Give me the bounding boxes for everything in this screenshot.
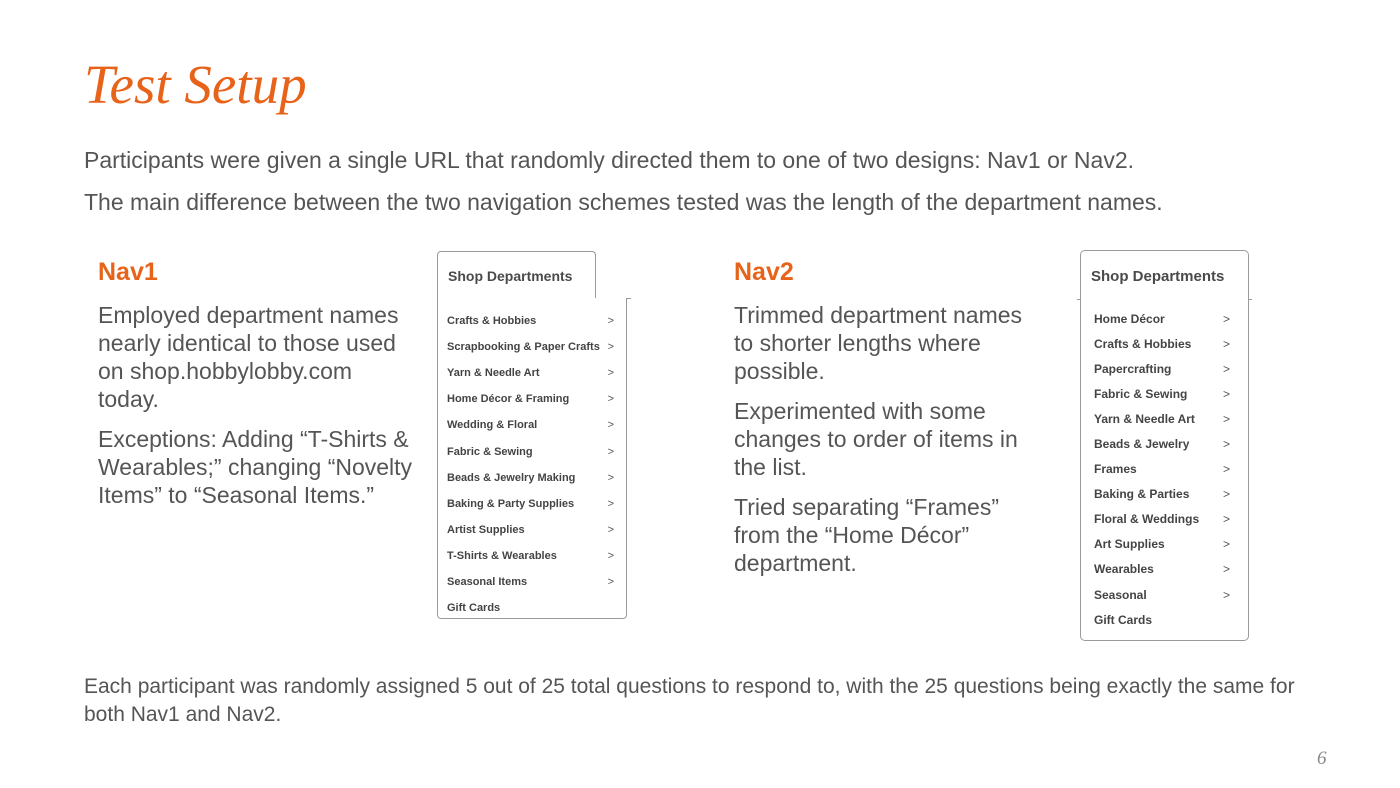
chevron-right-icon: >	[607, 419, 614, 432]
nav1-paragraph: Employed department names nearly identical to those used on shop.hobbylobby.com today.	[98, 302, 399, 412]
menu-item-label: Wedding & Floral	[447, 419, 538, 432]
menu-item[interactable]	[1081, 431, 1248, 456]
menu-item-label: Artist Supplies	[447, 523, 525, 536]
department-list	[437, 298, 627, 619]
menu-item[interactable]	[1081, 306, 1248, 331]
menu-item[interactable]	[1081, 482, 1248, 507]
slide-title: Test Setup	[84, 54, 307, 115]
nav2-heading: Nav2	[734, 258, 794, 286]
chevron-right-icon: >	[607, 445, 614, 458]
shop-departments-tab[interactable]: Shop Departments	[1080, 250, 1249, 300]
chevron-right-icon: >	[1222, 512, 1230, 527]
menu-item[interactable]	[438, 491, 626, 517]
menu-item[interactable]	[1081, 532, 1248, 557]
nav2-description	[734, 301, 1044, 589]
chevron-right-icon: >	[607, 497, 614, 510]
nav2-paragraph: Tried separating “Frames” from the “Home Décor” department.	[734, 494, 1000, 576]
menu-item[interactable]	[1081, 507, 1248, 532]
chevron-right-icon: >	[607, 471, 614, 484]
menu-item-label: Baking & Party Supplies	[447, 497, 575, 510]
nav2-paragraph: Trimmed department names to shorter lengths where possible.	[734, 302, 1023, 384]
chevron-right-icon: >	[1222, 336, 1230, 351]
menu-item-label: Yarn & Needle Art	[447, 367, 540, 380]
chevron-right-icon: >	[1222, 487, 1230, 502]
menu-item[interactable]	[438, 569, 626, 595]
menu-item-label: Yarn & Needle Art	[1094, 411, 1195, 426]
menu-item[interactable]	[1081, 356, 1248, 381]
intro-line-2: The main difference between the two navigation schemes tested was the length of the department names.	[84, 189, 1163, 215]
menu-item-label: Art Supplies	[1094, 537, 1165, 552]
menu-item-label: Seasonal Items	[447, 575, 528, 588]
chevron-right-icon: >	[607, 575, 614, 588]
chevron-right-icon: >	[1222, 386, 1230, 401]
menu-item-label: Gift Cards	[1094, 612, 1153, 627]
chevron-right-icon: >	[607, 367, 614, 380]
menu-item[interactable]	[438, 438, 626, 464]
chevron-right-icon: >	[1222, 311, 1230, 326]
menu-item-label: Home Décor & Framing	[447, 393, 570, 406]
menu-item-label: T-Shirts & Wearables	[447, 549, 557, 562]
menu-item[interactable]	[1081, 607, 1248, 632]
menu-item-label: Fabric & Sewing	[1094, 386, 1188, 401]
menu-item-label: Wearables	[1094, 562, 1154, 577]
menu-item[interactable]	[438, 517, 626, 543]
page-number: 6	[1317, 748, 1327, 769]
footer-note: Each participant was randomly assigned 5 out of 25 total questions to respond to, with the 25 questions being exactly the same for both Nav1 and Nav2.	[84, 675, 1295, 726]
nav1-description	[98, 301, 418, 521]
menu-item[interactable]	[1081, 582, 1248, 607]
menu-item[interactable]	[1081, 557, 1248, 582]
chevron-right-icon: >	[1222, 537, 1230, 552]
nav1-heading: Nav1	[98, 258, 158, 286]
menu-item[interactable]	[1081, 381, 1248, 406]
chevron-right-icon: >	[1222, 587, 1230, 602]
chevron-right-icon: >	[1222, 411, 1230, 426]
menu-item[interactable]	[438, 334, 626, 360]
menu-item-label: Home Décor	[1094, 311, 1165, 326]
chevron-right-icon: >	[607, 393, 614, 406]
nav1-paragraph: Exceptions: Adding “T-Shirts & Wearables;” changing “Novelty Items” to “Seasonal Items.”	[98, 426, 413, 508]
menu-item[interactable]	[438, 412, 626, 438]
intro-line-1: Participants were given a single URL that randomly directed them to one of two designs: Nav1 or Nav2.	[84, 147, 1135, 173]
menu-item-label: Seasonal	[1094, 587, 1147, 602]
nav2-shop-departments-menu	[1080, 250, 1255, 642]
menu-item[interactable]	[438, 308, 626, 334]
menu-item-label: Beads & Jewelry Making	[447, 471, 576, 484]
menu-item[interactable]	[438, 595, 626, 621]
menu-item[interactable]	[438, 386, 626, 412]
menu-item[interactable]	[1081, 457, 1248, 482]
chevron-right-icon: >	[1222, 437, 1230, 452]
chevron-right-icon: >	[607, 341, 614, 354]
menu-item-label: Floral & Weddings	[1094, 512, 1200, 527]
menu-item-label: Baking & Parties	[1094, 487, 1190, 502]
chevron-right-icon: >	[607, 315, 614, 328]
menu-item[interactable]	[1081, 331, 1248, 356]
nav1-shop-departments-menu	[437, 251, 632, 620]
chevron-right-icon: >	[1222, 361, 1230, 376]
nav2-paragraph: Experimented with some changes to order of items in the list.	[734, 398, 1018, 480]
menu-item[interactable]	[438, 465, 626, 491]
menu-item-label: Scrapbooking & Paper Crafts	[447, 341, 600, 354]
menu-item[interactable]	[438, 360, 626, 386]
chevron-right-icon: >	[607, 523, 614, 536]
menu-item-label: Gift Cards	[447, 602, 501, 615]
menu-item-label: Fabric & Sewing	[447, 445, 533, 458]
menu-item[interactable]	[1081, 406, 1248, 431]
shop-departments-tab[interactable]: Shop Departments	[437, 251, 596, 299]
department-list	[1080, 299, 1249, 641]
chevron-right-icon: >	[1222, 562, 1230, 577]
menu-item-label: Crafts & Hobbies	[447, 315, 537, 328]
menu-item[interactable]	[438, 543, 626, 569]
menu-item-label: Frames	[1094, 462, 1137, 477]
chevron-right-icon: >	[1222, 462, 1230, 477]
menu-item-label: Beads & Jewelry	[1094, 437, 1190, 452]
menu-item-label: Papercrafting	[1094, 361, 1172, 376]
menu-item-label: Crafts & Hobbies	[1094, 336, 1192, 351]
chevron-right-icon: >	[607, 549, 614, 562]
